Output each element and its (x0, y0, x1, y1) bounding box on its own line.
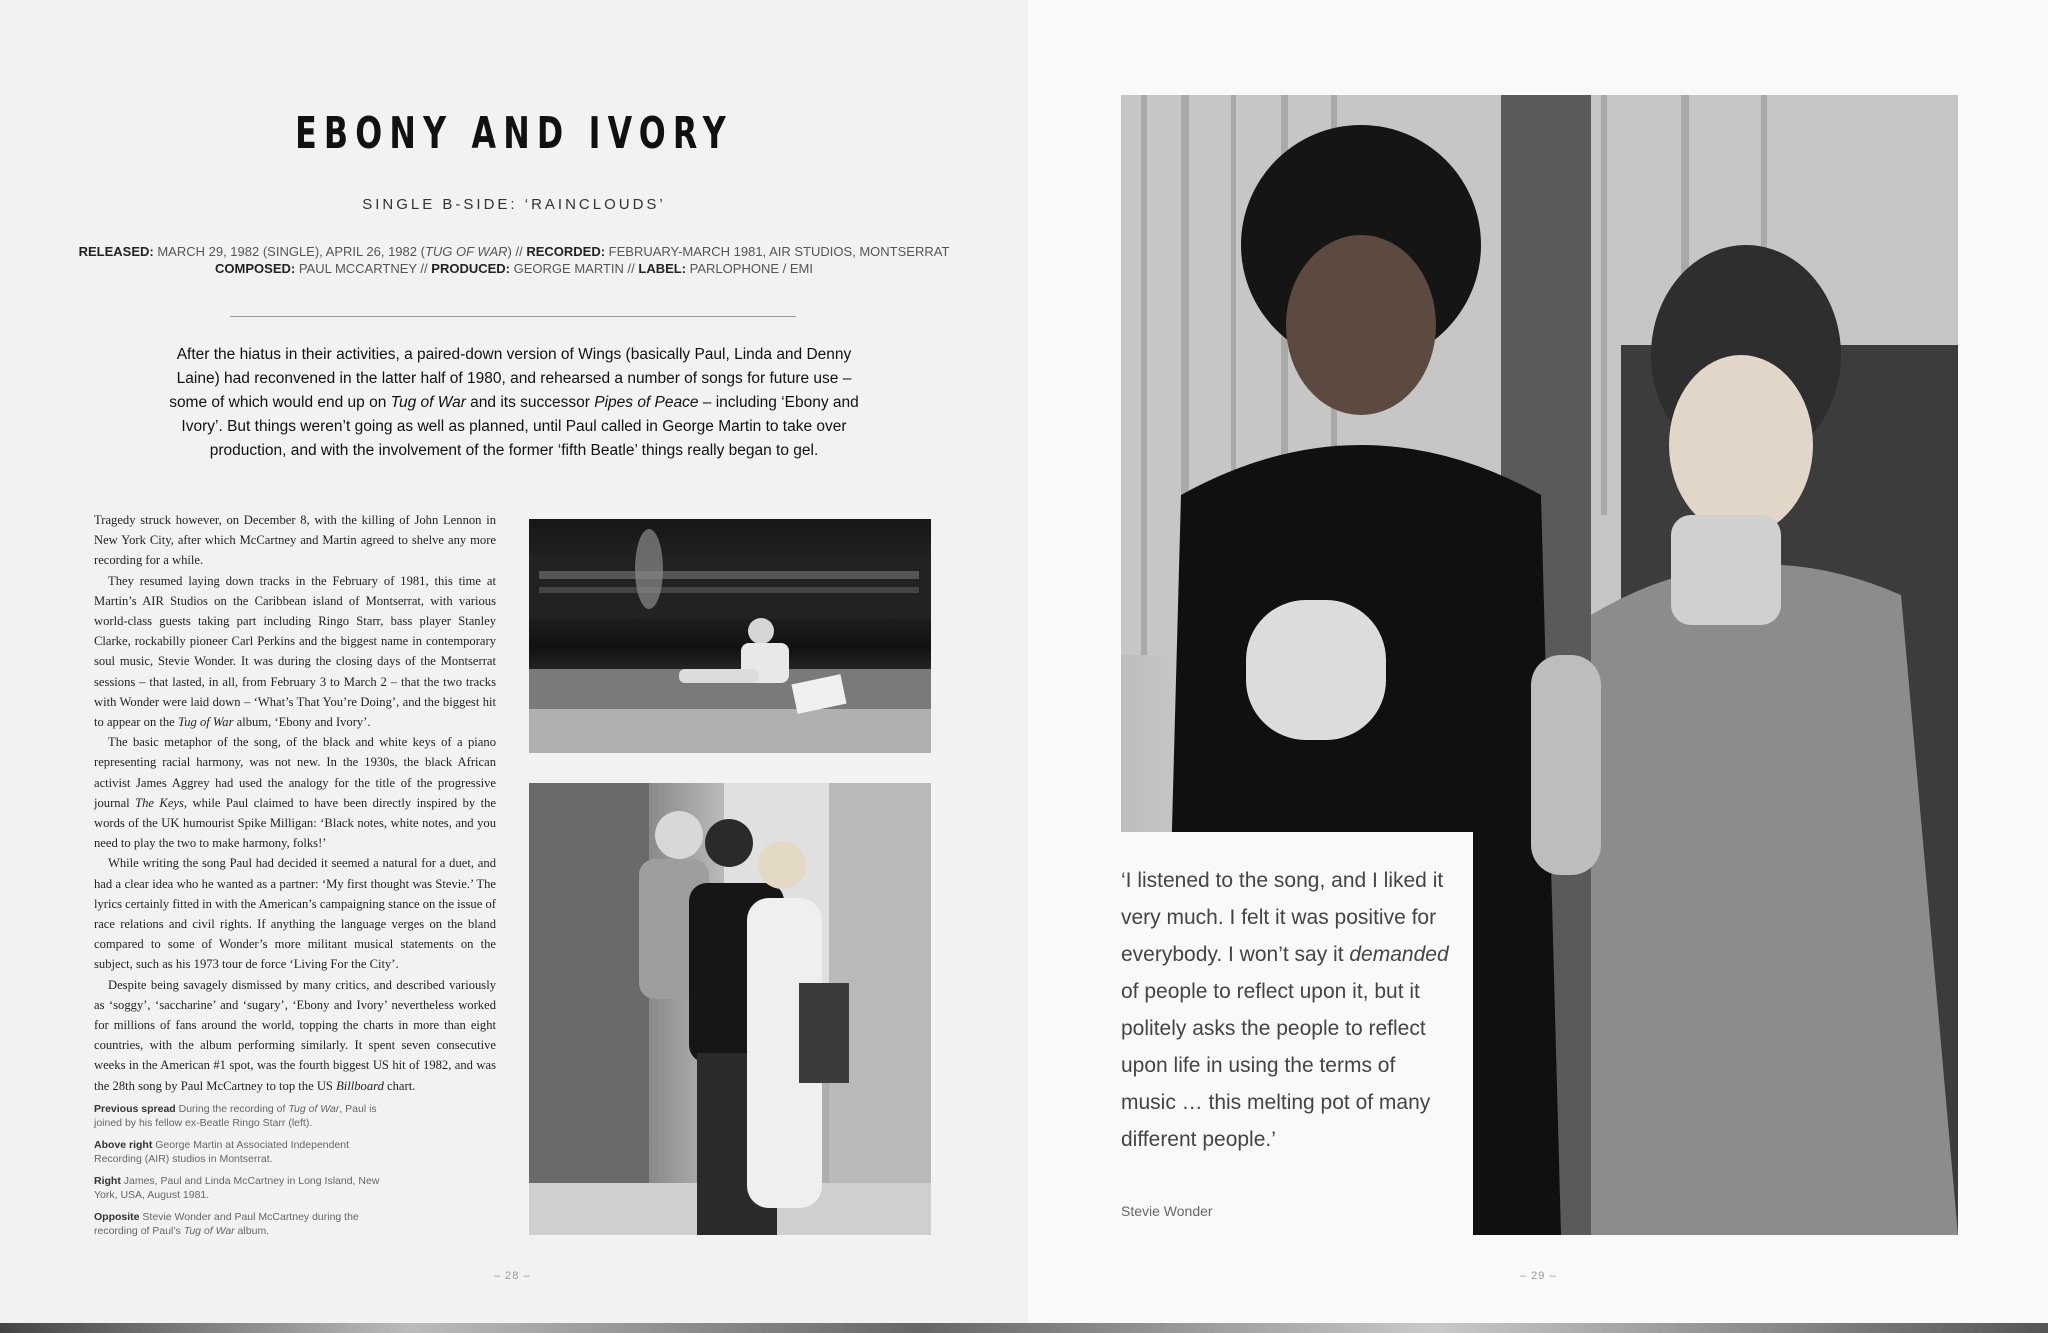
article-body (94, 510, 496, 1096)
caption-italic: Tug of War (183, 1224, 235, 1237)
released-label: RELEASED: (78, 244, 154, 259)
released-value: MARCH 29, 1982 (SINGLE), APRIL 26, 1982 ( (157, 244, 425, 259)
label-value: PARLOPHONE / EMI (689, 261, 813, 276)
caption-text: George Martin at Associated Independent Recording (AIR) studios in Montserrat. (94, 1139, 350, 1165)
body-p5-a: Despite being savagely dismissed by many critics, and described variously as ‘soggy’, ‘saccharine’ and ‘sugary’, ‘Ebony and Ivory’ nevertheless worked for millions of fans around the world, topping the charts in more than eight countries, with the album performing similarly. It spent seven consecutive weeks in the American #1 spot, was the fourth biggest US hit of 1982, and was the 28th song by Paul McCartney to top the US (94, 977, 496, 1093)
quote-text-b: of people to reflect upon it, but it politely asks the people to reflect upon life in using the terms of music … this melting pot of many different people.’ (1121, 980, 1431, 1151)
body-p2-a: They resumed laying down tracks in the February of 1981, this time at Martin’s AIR Studios on the Caribbean island of Montserrat, with various world-class guests taking part including Ringo Starr, bass player Stanley Clarke, rockabilly pioneer Carl Perkins and the biggest name in contemporary soul music, Stevie Wonder. It was during the closing days of the Montserrat sessions – that lasted, in all, from February 3 to March 2 – that the two tracks with Wonder were laid down – ‘What’s That You’re Doing’, and the biggest hit to appear on the (94, 573, 496, 730)
meta-line-2 (60, 260, 968, 277)
composed-label: COMPOSED: (215, 261, 296, 276)
body-p5-italic: Billboard (336, 1078, 384, 1093)
pull-quote (1121, 862, 1451, 1158)
composed-value: PAUL MCCARTNEY // (298, 261, 428, 276)
recorded-label: RECORDED: (526, 244, 606, 259)
caption-text: Stevie Wonder and Paul McCartney during the recording of Paul’s (94, 1211, 359, 1237)
body-p3-a: The basic metaphor of the song, of the black and white keys of a piano representing racial harmony, was not new. In the 1930s, the black African activist James Aggrey had used the analogy for the title of the progressive journal (94, 735, 496, 810)
quote-attribution: Stevie Wonder (1121, 1203, 1213, 1219)
song-metadata (60, 243, 968, 277)
intro-italic-2: Pipes of Peace (594, 394, 699, 411)
body-paragraph-4: While writing the song Paul had decided it seemed a natural for a duet, and had a clear idea who he wanted as a partner: ‘My first thought was Stevie.’ The lyrics certainly fitted in with the American’s campaigning stance on the issue of race relations and civil rights. If anything the language verges on the bland compared to some of Wonder’s more militant musical statements on the subject, such as his 1973 tour de force ‘Living For the City’. (94, 856, 496, 972)
quote-text-a: ‘I listened to the song, and I liked it very much. I felt it was positive for everybody. I won’t say it (1121, 869, 1444, 966)
caption-above-right (94, 1139, 394, 1166)
divider (230, 316, 796, 317)
caption-opposite (94, 1211, 394, 1238)
released-value-end: ) // (507, 244, 523, 259)
quote-italic: demanded (1349, 943, 1449, 966)
body-p2-b: album, ‘Ebony and Ivory’. (233, 715, 371, 730)
intro-paragraph (160, 343, 868, 463)
photo-captions (94, 1103, 394, 1247)
body-p5-b: chart. (383, 1078, 416, 1093)
label-label: LABEL: (638, 261, 687, 276)
body-paragraph-5 (94, 975, 496, 1096)
page-title: EBONY AND IVORY (295, 108, 733, 159)
caption-text: James, Paul and Linda McCartney in Long Island, New York, USA, August 1981. (94, 1175, 380, 1201)
caption-label: Opposite (94, 1211, 140, 1223)
recorded-value: FEBRUARY-MARCH 1981, AIR STUDIOS, MONTSERRAT (608, 244, 950, 259)
family-photo (529, 783, 931, 1235)
intro-italic-1: Tug of War (390, 394, 466, 411)
meta-line-1 (60, 243, 968, 260)
caption-label: Above right (94, 1139, 153, 1151)
produced-value: GEORGE MARTIN // (513, 261, 635, 276)
studio-photo (529, 519, 931, 753)
caption-label: Previous spread (94, 1103, 176, 1115)
body-p3-b: , while Paul claimed to have been directly inspired by the words of the UK humourist Spike Milligan: ‘Black notes, white notes, and you need to play the two to make harmony, folks!’ (94, 795, 496, 851)
caption-label: Right (94, 1175, 121, 1187)
intro-text-c: – including ‘Ebony and Ivory’. But things weren’t going as well as planned, until Paul called in George Martin to take over production, and with the involvement of the former ‘fifth Beatle’ things really began to gel. (181, 394, 859, 459)
caption-previous-spread (94, 1103, 394, 1130)
body-paragraph-2 (94, 571, 496, 733)
caption-right (94, 1175, 394, 1202)
page-number-left: – 28 – (494, 1270, 531, 1282)
caption-text-end: album. (234, 1224, 270, 1237)
subtitle: SINGLE B-SIDE: ‘RAINCLOUDS’ (362, 196, 666, 213)
page-number-right: – 29 – (1520, 1270, 1557, 1282)
produced-label: PRODUCED: (431, 261, 511, 276)
body-p2-italic: Tug of War (177, 715, 234, 730)
caption-italic: Tug of War (288, 1103, 340, 1115)
family-photo-art (529, 783, 931, 1235)
caption-text-end: , Paul is joined by his fellow ex-Beatle Ringo Starr (left). (94, 1103, 377, 1129)
body-paragraph-3 (94, 732, 496, 853)
intro-text-b: and its successor (465, 394, 595, 411)
body-p3-italic: The Keys (135, 795, 184, 810)
released-value-italic: TUG OF WAR (424, 244, 508, 259)
studio-photo-art (529, 519, 931, 753)
body-paragraph-1: Tragedy struck however, on December 8, with the killing of John Lennon in New York City, after which McCartney and Martin agreed to shelve any more recording for a while. (94, 513, 496, 568)
caption-text: During the recording of (175, 1103, 289, 1115)
intro-text-a: After the hiatus in their activities, a paired-down version of Wings (basically Paul, Linda and Denny Laine) had reconvened in the latter half of 1980, and rehearsed a number of songs for future use – some of which would end up on (169, 346, 852, 411)
bottom-edge (0, 1323, 2048, 1333)
